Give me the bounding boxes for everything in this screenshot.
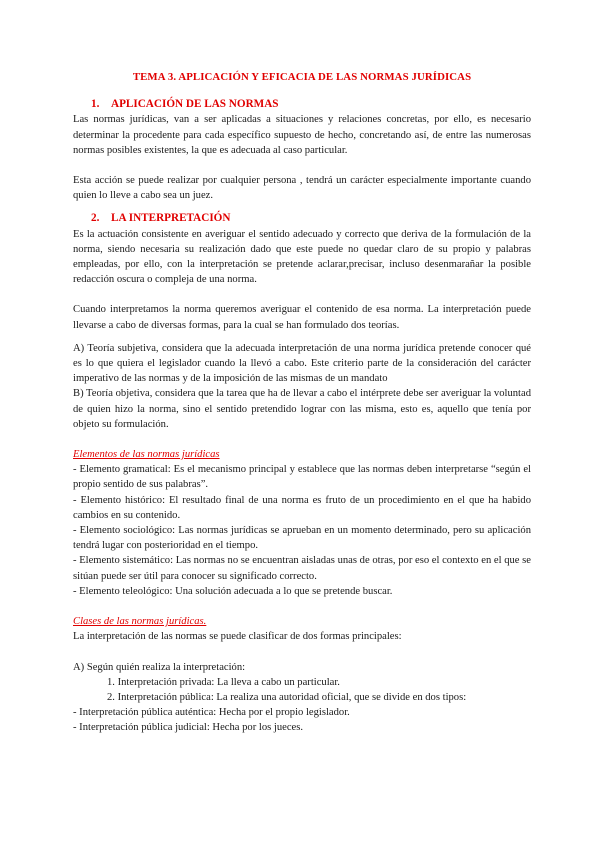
section-2-heading — [91, 211, 531, 226]
elemento-item: - Elemento gramatical: Es el mecanismo principal y establece que las normas deben interpretarse “según el propio sentido de sus palabras”. — [73, 464, 531, 491]
section-1-title: APLICACIÓN DE LAS NORMAS — [111, 98, 279, 111]
section-2-paragraph-2: Cuando interpretamos la norma queremos averiguar el contenido de esa norma. La interpretación puede llevarse a cabo de diversas formas, para la cual se han formulado dos teorías. — [73, 304, 531, 331]
elemento-item: - Elemento teleológico: Una solución adecuada a lo que se pretende buscar. — [73, 585, 393, 597]
section-2-title: LA INTERPRETACIÓN — [111, 212, 231, 225]
clases-heading: Clases de las normas jurídicas. — [73, 616, 207, 628]
section-2-paragraph-1: Es la actuación consistente en averiguar el sentido adecuado y correcto que deriva de la formulación de la norma, siendo necesaria su realización dado que este puede no quedar claro de su propio y palabras empleadas, por ello, con la interpretación se pretende aclarar,precisar, incluso desenmarañar la posible redacción oscura o compleja de una norma. — [73, 228, 531, 286]
elementos-heading: Elementos de las normas jurídicas — [73, 449, 220, 461]
dash-item: - Interpretación pública judicial: Hecha por los jueces. — [73, 722, 304, 734]
numbered-item: 1. Interpretación privada: La lleva a cabo un particular. — [107, 676, 340, 688]
section-2-number: 2. — [91, 212, 100, 225]
theory-objective-paragraph: B) Teoría objetiva, considera que la tarea que ha de llevar a cabo el intérprete debe ser averiguar la voluntad de quien hizo la norma, sino el sentido pretendido lograr con las misma, esto es, aquello que tenía por objeto su formulación. — [73, 388, 531, 430]
elemento-item: - Elemento sistemático: Las normas no se encuentran aisladas unas de otras, por eso el contexto en el que se sitúan puede ser útil para conocer su significado correcto. — [73, 555, 531, 582]
dash-item: - Interpretación pública auténtica: Hecha por el propio legislador. — [73, 707, 350, 719]
theory-subjective-paragraph: A) Teoría subjetiva, considera que la adecuada interpretación de una norma jurídica pretende conocer qué es lo que quiera el legislador cuando la llevó a cabo. Este criterio parte de la consideración del carácter imperativo de las normas y de la imposición de las mismas de un mandato — [73, 342, 531, 385]
section-1-heading — [91, 97, 531, 112]
elemento-item: - Elemento sociológico: Las normas jurídicas se aprueban en un momento determinado, pero su aplicación tendrá lugar con posterioridad en el tiempo. — [73, 525, 531, 552]
numbered-item: 2. Interpretación pública: La realiza una autoridad oficial, que se divide en dos tipos: — [107, 691, 467, 703]
section-1-paragraph-1: Las normas jurídicas, van a ser aplicadas a situaciones y relaciones concretas, por ello, es necesario determinar la procedente para cada específico supuesto de hecho, concretando así, de entre las numerosas normas posibles existentes, la que es adecuada al caso particular. — [73, 114, 531, 156]
document-content — [73, 70, 531, 736]
section-1-number: 1. — [91, 98, 100, 111]
document-title: TEMA 3. APLICACIÓN Y EFICACIA DE LAS NORMAS JURÍDICAS — [132, 71, 472, 83]
section-1-paragraph-2: Esta acción se puede realizar por cualquier persona , tendrá un carácter especialmente importante cuando quien lo lleve a cabo sea un juez. — [73, 175, 531, 202]
clases-subheading-a: A) Según quién realiza la interpretación: — [73, 661, 246, 673]
clases-intro: La interpretación de las normas se puede clasificar de dos formas principales: — [73, 631, 402, 643]
elemento-item: - Elemento histórico: El resultado final de una norma es fruto de un procedimiento en el que ha habido cambios en su contenido. — [73, 494, 531, 521]
